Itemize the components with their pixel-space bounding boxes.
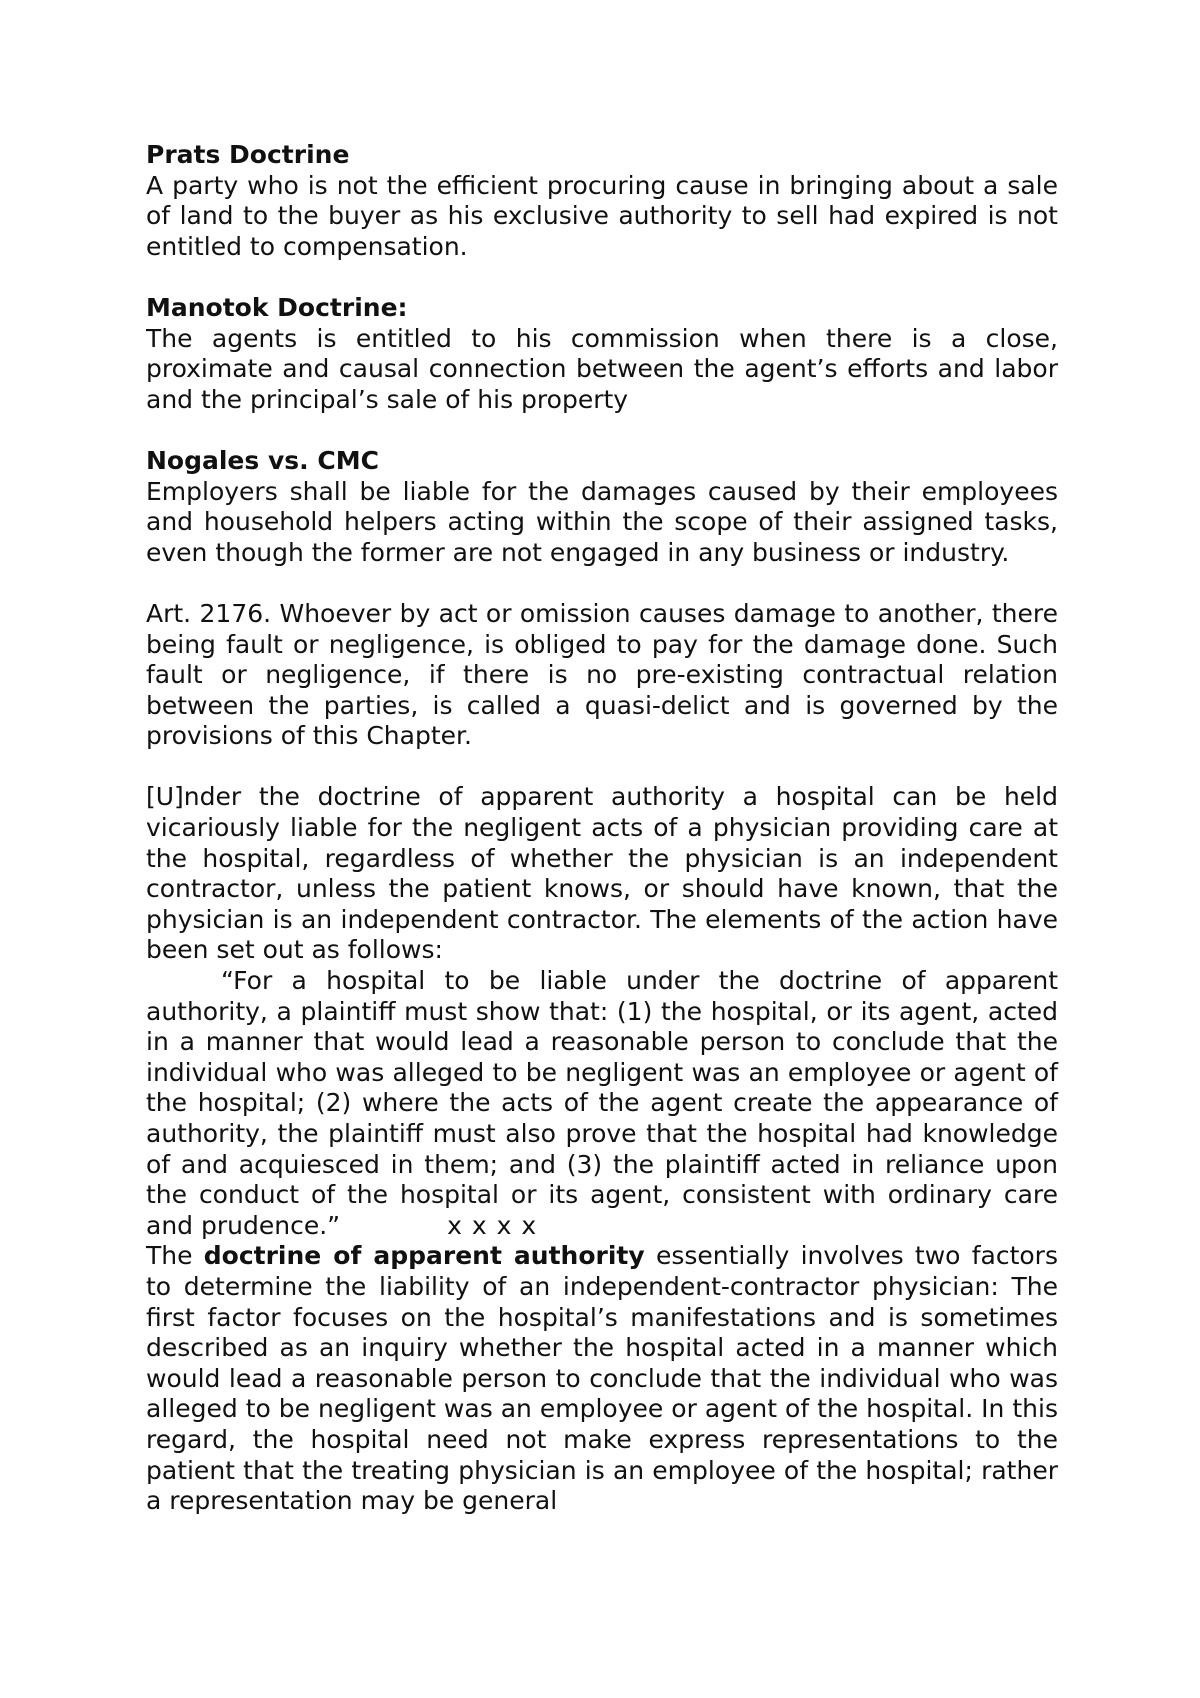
prats-doctrine-heading: Prats Doctrine bbox=[146, 140, 350, 169]
apparent-authority-factors bbox=[146, 1241, 1058, 1516]
doctrine-emphasis: doctrine of apparent authority bbox=[203, 1241, 645, 1271]
nogales-body: Employers shall be liable for the damages caused by their employees and household helpers acting within the scope of their assigned tasks, even though the former are not engaged in any business or industry. bbox=[146, 476, 1058, 567]
quote-omission-marker: x x x x bbox=[447, 1210, 537, 1240]
quote-text: “For a hospital to be liable under the doctrine of apparent authority, a plaintiff must show that: (1) the hospital, or its agent, acted in a manner that would lead a reasonable person to conclude that the individual who was alleged to be negligent was an employee or agent of the hospital; (2) where the acts of the agent create the appearance of authority, the plaintiff must also prove that the hospital had knowledge of and acquiesced in them; and (3) the plaintiff acted in reliance upon the conduct of the hospital or its agent, consistent with ordinary care and prudence.” bbox=[146, 966, 1058, 1240]
factors-text: essentially involves two factors to determine the liability of an independent-contractor physician: The first factor focuses on the hospital’s manifestations and is sometimes described as an inquiry whether the hospital acted in a manner which would lead a reasonable person to conclude that the individual who was alleged to be negligent was an employee or agent of the hospital. In this regard, the hospital need not make express representations to the patient that the treating physician is an employee of the hospital; rather a representation may be general bbox=[146, 1241, 1058, 1516]
nogales-heading: Nogales vs. CMC bbox=[146, 445, 379, 475]
paragraph-gap bbox=[146, 752, 1058, 783]
apparent-authority-quote bbox=[146, 966, 1058, 1241]
paragraph-gap bbox=[146, 568, 1058, 599]
prats-doctrine-body: A party who is not the efficient procuring cause in bringing about a sale of land to the buyer as his exclusive authority to sell had expired is not entitled to compensation. bbox=[146, 170, 1058, 261]
factors-lead: The bbox=[146, 1241, 193, 1271]
manotok-doctrine-body: The agents is entitled to his commission when there is a close, proximate and causal connection between the agent’s efforts and labor and the principal’s sale of his property bbox=[146, 323, 1058, 414]
paragraph-gap bbox=[146, 262, 1058, 293]
document-page bbox=[146, 140, 1058, 1517]
manotok-doctrine-heading: Manotok Doctrine: bbox=[146, 292, 408, 322]
paragraph-gap bbox=[146, 415, 1058, 446]
apparent-authority-intro: [U]nder the doctrine of apparent authority a hospital can be held vicariously liable for the negligent acts of a physician providing care at the hospital, regardless of whether the physician is an independent contractor, unless the patient knows, or should have known, that the physician is an independent contractor. The elements of the action have been set out as follows: bbox=[146, 782, 1058, 965]
art-2176-paragraph: Art. 2176. Whoever by act or omission causes damage to another, there being fault or negligence, is obliged to pay for the damage done. Such fault or negligence, if there is no pre-existing contractual relation between the parties, is called a quasi-delict and is governed by the provisions of this Chapter. bbox=[146, 598, 1058, 751]
